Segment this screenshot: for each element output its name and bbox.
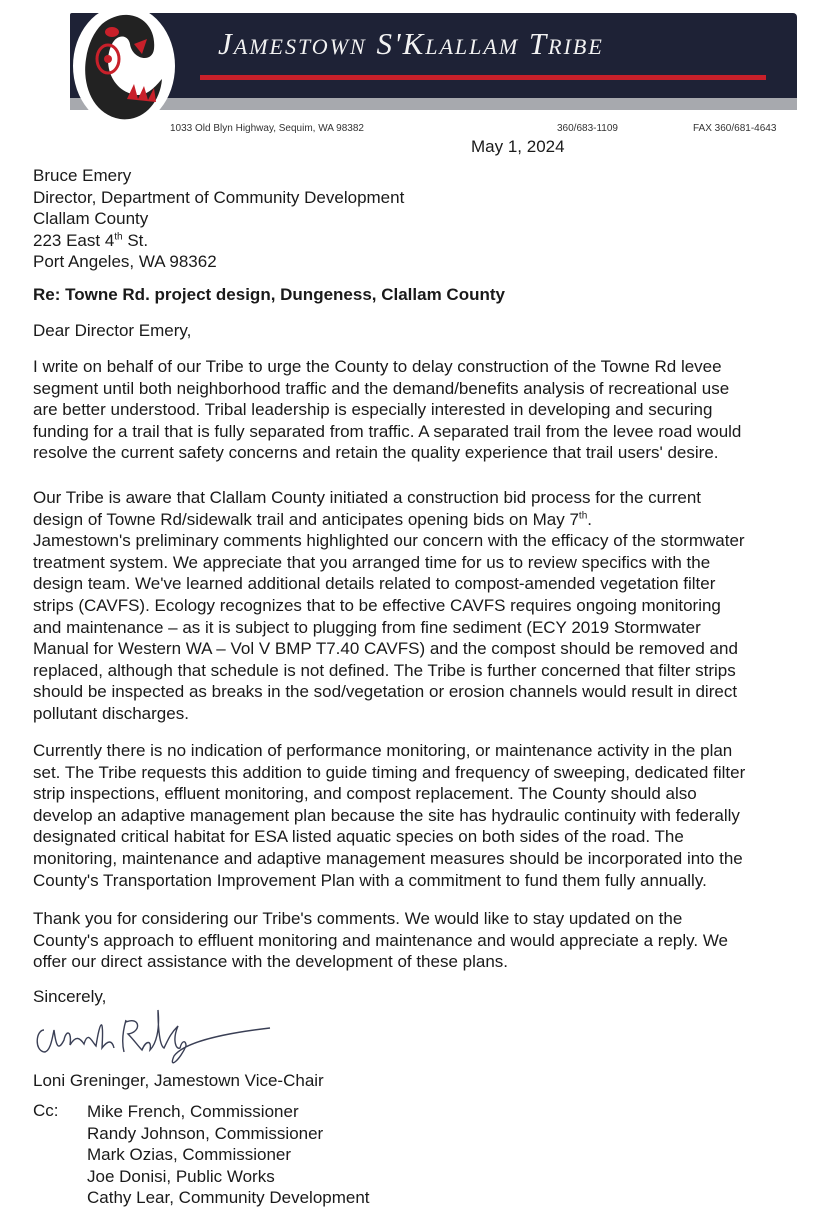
line-text: should be inspected as breaks in the sod/vegetation or erosion channels would result in direct xyxy=(33,682,738,702)
cc-recipient: Randy Johnson, Commissioner xyxy=(87,1123,324,1143)
letter-date: May 1, 2024 xyxy=(471,137,565,156)
recipient-title: Director, Department of Community Development xyxy=(33,187,405,207)
line-text: treatment system. We appreciate that you arranged time for us to review specifics with the xyxy=(33,552,711,572)
line-text: design team. We've learned additional details related to compost-amended vegetation filter xyxy=(33,574,716,594)
paragraph-2 xyxy=(33,487,745,725)
recipient-org: Clallam County xyxy=(33,209,149,229)
street-number: 223 East 4 xyxy=(33,230,115,250)
ordinal-suffix: th xyxy=(578,509,588,521)
paragraph-line xyxy=(33,740,745,762)
banner-red-stripe xyxy=(200,75,766,80)
organization-name: Jamestown S'Klallam Tribe xyxy=(218,26,604,61)
recipient-city: Port Angeles, WA 98362 xyxy=(33,252,217,272)
paragraph-line xyxy=(33,509,745,531)
line-text: resolve the current safety concerns and retain the quality experience that trail users' desire. xyxy=(33,443,719,463)
letterhead-address: 1033 Old Blyn Highway, Sequim, WA 98382 xyxy=(170,123,364,134)
paragraph-4 xyxy=(33,908,728,973)
period: . xyxy=(587,509,592,529)
cc-recipient: Mark Ozias, Commissioner xyxy=(87,1145,292,1165)
paragraph-line xyxy=(33,399,741,421)
paragraph-line xyxy=(33,826,745,848)
line-text: are better understood. Tribal leadership is especially interested in developing and securing xyxy=(33,400,713,420)
paragraph-line xyxy=(33,356,741,378)
cc-list xyxy=(87,1101,370,1209)
line-text: County's Transportation Improvement Plan with a commitment to fund them fully annually. xyxy=(33,870,707,890)
line-text: and maintenance – as it is subject to plugging from fine sediment (ECY 2019 Stormwater xyxy=(33,617,701,637)
recipient-name: Bruce Emery xyxy=(33,166,132,185)
line-text: County's approach to effluent monitoring and maintenance and would appreciate a reply. We xyxy=(33,930,729,950)
line-text: Thank you for considering our Tribe's comments. We would like to stay updated on the xyxy=(33,909,683,928)
paragraph-line xyxy=(33,805,745,827)
cc-recipient: Cathy Lear, Community Development xyxy=(87,1188,370,1208)
line-text: strips (CAVFS). Ecology recognizes that to be effective CAVFS requires ongoing monitoring xyxy=(33,595,721,615)
line-text: funding for a trail that is fully separated from traffic. A separated trail from the levee road would xyxy=(33,421,742,441)
line-text: set. The Tribe requests this addition to guide timing and frequency of sweeping, dedicated filter xyxy=(33,762,746,782)
salutation: Dear Director Emery, xyxy=(33,321,192,340)
cc-recipient: Joe Donisi, Public Works xyxy=(87,1166,275,1186)
paragraph-line xyxy=(33,552,745,574)
line-text: offer our direct assistance with the development of these plans. xyxy=(33,952,509,972)
line-text: strip inspections, effluent monitoring, and compost replacement. The County should also xyxy=(33,784,697,804)
paragraph-line xyxy=(33,681,745,703)
paragraph-line xyxy=(33,870,745,892)
line-text: Currently there is no indication of performance monitoring, or maintenance activity in the plan xyxy=(33,741,733,760)
line-text: Manual for Western WA – Vol V BMP T7.40 CAVFS) and the compost should be removed and xyxy=(33,639,738,659)
line-text: designated critical habitat for ESA listed aquatic species on both sides of the road. The xyxy=(33,827,684,847)
recipient-block xyxy=(33,165,404,273)
signer-name: Loni Greninger, Jamestown Vice-Chair xyxy=(33,1071,324,1090)
paragraph-line xyxy=(33,783,745,805)
paragraph-1 xyxy=(33,356,741,464)
street-suffix: th xyxy=(114,231,123,243)
recipient-street xyxy=(33,230,404,252)
paragraph-line xyxy=(33,951,728,973)
tribe-logo-icon xyxy=(72,4,176,128)
paragraph-line xyxy=(33,638,745,660)
paragraph-line xyxy=(33,660,745,682)
line-text: design of Towne Rd/sidewalk trail and anticipates opening bids on May 7 xyxy=(33,509,579,529)
line-text: monitoring, maintenance and adaptive management measures should be incorporated into the xyxy=(33,848,743,868)
paragraph-line xyxy=(33,762,745,784)
paragraph-line xyxy=(33,487,745,509)
cc-recipient: Mike French, Commissioner xyxy=(87,1102,299,1121)
letterhead-fax: FAX 360/681-4643 xyxy=(693,123,777,134)
subject-line: Re: Towne Rd. project design, Dungeness, Clallam County xyxy=(33,285,505,304)
paragraph-line xyxy=(33,530,745,552)
paragraph-line xyxy=(33,930,728,952)
paragraph-line xyxy=(33,703,745,725)
paragraph-line xyxy=(33,378,741,400)
signature-icon xyxy=(30,1000,280,1070)
line-text: Our Tribe is aware that Clallam County initiated a construction bid process for the current xyxy=(33,488,702,507)
paragraph-3 xyxy=(33,740,745,891)
paragraph-line xyxy=(33,421,741,443)
line-text: develop an adaptive management plan because the site has hydraulic continuity with federally xyxy=(33,805,740,825)
paragraph-line xyxy=(33,573,745,595)
paragraph-line xyxy=(33,442,741,464)
street-type: St. xyxy=(122,230,149,250)
line-text: segment until both neighborhood traffic and the demand/benefits analysis of recreational use xyxy=(33,378,730,398)
paragraph-line xyxy=(33,617,745,639)
banner-gray-stripe xyxy=(70,98,797,110)
closing: Sincerely, xyxy=(33,987,107,1006)
paragraph-line xyxy=(33,848,745,870)
line-text: Jamestown's preliminary comments highlighted our concern with the efficacy of the stormwater xyxy=(33,531,745,551)
letterhead-phone: 360/683-1109 xyxy=(557,123,618,134)
line-text: pollutant discharges. xyxy=(33,703,189,723)
paragraph-line xyxy=(33,595,745,617)
line-text: replaced, although that schedule is not defined. The Tribe is further concerned that filter strips xyxy=(33,660,736,680)
paragraph-line xyxy=(33,908,728,930)
line-text: I write on behalf of our Tribe to urge the County to delay construction of the Towne Rd levee xyxy=(33,357,722,376)
cc-label: Cc: xyxy=(33,1101,59,1120)
